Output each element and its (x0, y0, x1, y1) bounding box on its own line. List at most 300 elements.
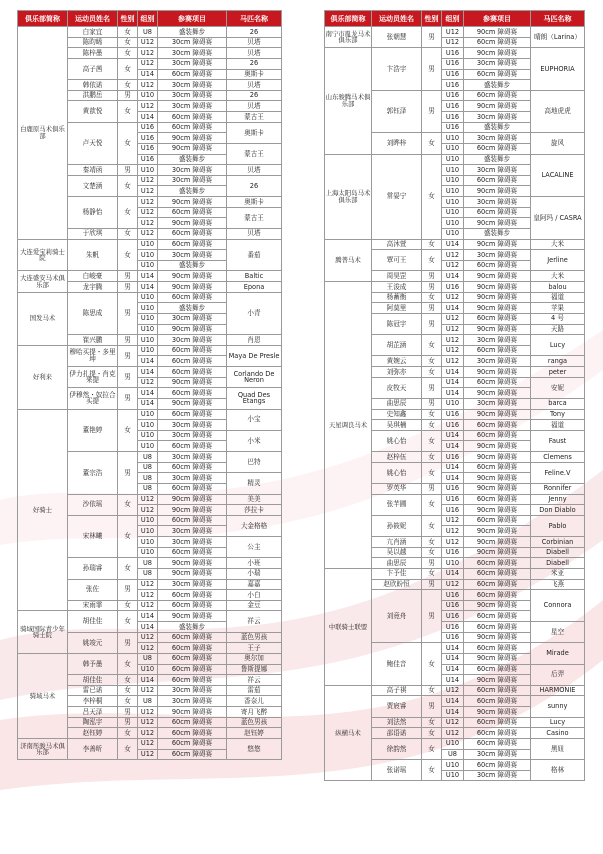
event-cell: 90cm 障碍赛 (464, 452, 531, 463)
group-cell: U16 (442, 632, 464, 643)
group-cell: U12 (138, 600, 158, 611)
event-cell: 60cm 障碍赛 (158, 462, 227, 473)
event-cell: 30cm 障碍赛 (158, 165, 227, 176)
athlete-name-cell: 董宗浩 (68, 452, 118, 495)
event-cell: 60cm 障碍赛 (464, 611, 531, 622)
event-cell: 60cm 障碍赛 (464, 760, 531, 771)
athlete-name-cell: 刘弥亦 (372, 367, 422, 378)
gender-cell: 男 (422, 398, 442, 409)
horse-name-cell: ranga (531, 356, 585, 367)
athlete-name-cell: 卢天悦 (68, 122, 118, 165)
gender-cell: 男 (422, 303, 442, 314)
event-cell: 盛装舞步 (464, 122, 531, 133)
event-cell: 30cm 障碍赛 (158, 537, 227, 548)
group-cell: U14 (442, 271, 464, 282)
horse-name-cell: 26 (227, 27, 282, 38)
group-cell: U8 (138, 558, 158, 569)
event-cell: 90cm 障碍赛 (464, 409, 531, 420)
horse-name-cell: 巴特 (227, 452, 282, 473)
gender-cell: 女 (118, 175, 138, 196)
group-cell: U14 (138, 112, 158, 123)
group-cell: U12 (138, 707, 158, 718)
left-roster-table (17, 10, 282, 760)
horse-name-cell: 皇阿玛 / CASRA (531, 197, 585, 240)
group-cell: U10 (442, 738, 464, 749)
event-cell: 60cm 障碍赛 (158, 292, 227, 303)
event-cell: 90cm 障碍赛 (464, 675, 531, 686)
gender-cell: 女 (422, 643, 442, 686)
col-header-group: 组别 (138, 11, 158, 27)
event-cell: 90cm 障碍赛 (464, 505, 531, 516)
gender-cell: 女 (118, 738, 138, 759)
group-cell: U12 (138, 228, 158, 239)
gender-cell: 男 (422, 90, 442, 133)
horse-name-cell: Jerline (531, 250, 585, 271)
group-cell: U16 (138, 133, 158, 144)
horse-name-cell: 番茄 (227, 239, 282, 271)
horse-name-cell: EUPHORIA (531, 48, 585, 91)
group-cell: U14 (442, 462, 464, 473)
group-cell: U10 (138, 430, 158, 441)
athlete-name-cell: 陈冠宇 (372, 313, 422, 334)
horse-name-cell: Diabell (531, 558, 585, 569)
athlete-name-cell: 高子茜 (68, 58, 118, 79)
gender-cell: 女 (118, 558, 138, 579)
horse-name-cell: 小班 (227, 558, 282, 569)
athlete-name-cell: 亢肖涵 (372, 537, 422, 548)
event-cell: 90cm 障碍赛 (464, 27, 531, 38)
table-row (18, 271, 282, 282)
gender-cell: 女 (118, 409, 138, 452)
event-cell: 60cm 障碍赛 (464, 590, 531, 601)
athlete-name-cell: 秦靖函 (68, 165, 118, 176)
athlete-name-cell: 刘晔梓 (372, 133, 422, 154)
gender-cell: 男 (118, 367, 138, 388)
gender-cell: 男 (422, 590, 442, 643)
event-cell: 60cm 障碍赛 (158, 441, 227, 452)
gender-cell: 女 (118, 58, 138, 79)
gender-cell: 女 (422, 292, 442, 303)
table-header-row (325, 11, 585, 27)
group-cell: U16 (442, 600, 464, 611)
group-cell: U10 (138, 515, 158, 526)
group-cell: U12 (138, 632, 158, 643)
group-cell: U8 (442, 749, 464, 760)
group-cell: U12 (138, 738, 158, 749)
horse-name-cell: balou (531, 282, 585, 293)
event-cell: 90cm 障碍赛 (158, 271, 227, 282)
horse-name-cell: 晴朗（Larina） (531, 27, 585, 48)
horse-name-cell: 贝塔 (227, 228, 282, 239)
athlete-name-cell: 邵语诺 (372, 728, 422, 739)
group-cell: U12 (138, 579, 158, 590)
event-cell: 30cm 障碍赛 (464, 335, 531, 346)
col-header-event: 参赛项目 (158, 11, 227, 27)
gender-cell: 女 (118, 675, 138, 686)
athlete-name-cell: 姚心怡 (372, 462, 422, 483)
athlete-name-cell: 李梓桐 (68, 696, 118, 707)
group-cell: U10 (442, 133, 464, 144)
event-cell: 60cm 障碍赛 (158, 345, 227, 356)
athlete-name-cell: 覃可王 (372, 250, 422, 271)
athlete-name-cell: 刘竟舟 (372, 590, 422, 643)
group-cell: U14 (138, 271, 158, 282)
event-cell: 30cm 障碍赛 (464, 749, 531, 760)
event-cell: 60cm 障碍赛 (464, 558, 531, 569)
athlete-name-cell: 吕天泽 (68, 707, 118, 718)
horse-name-cell: 小米 (227, 430, 282, 451)
group-cell: U8 (138, 27, 158, 38)
right-roster-body (325, 27, 585, 781)
club-name-cell: 大连爱宝莉骑士院 (18, 239, 68, 271)
event-cell: 60cm 障碍赛 (158, 632, 227, 643)
club-name-cell: 好利来 (18, 345, 68, 409)
horse-name-cell: 赵钰婷 (227, 728, 282, 739)
horse-name-cell: 福道 (531, 420, 585, 431)
gender-cell: 女 (118, 101, 138, 122)
group-cell: U10 (138, 664, 158, 675)
gender-cell: 女 (422, 335, 442, 356)
group-cell: U12 (138, 643, 158, 654)
group-cell: U12 (138, 175, 158, 186)
event-cell: 60cm 障碍赛 (158, 122, 227, 133)
table-row (325, 154, 585, 165)
gender-cell: 男 (118, 335, 138, 346)
group-cell: U10 (442, 175, 464, 186)
gender-cell: 女 (422, 717, 442, 728)
group-cell: U14 (138, 282, 158, 293)
athlete-name-cell: 张诺瑶 (372, 760, 422, 781)
event-cell: 30cm 障碍赛 (158, 420, 227, 431)
event-cell: 60cm 障碍赛 (464, 345, 531, 356)
event-cell: 30cm 障碍赛 (158, 430, 227, 441)
horse-name-cell: 后羿 (531, 664, 585, 685)
horse-name-cell: Faust (531, 430, 585, 451)
horse-name-cell: Clemens (531, 452, 585, 463)
event-cell: 90cm 障碍赛 (464, 303, 531, 314)
group-cell: U12 (138, 685, 158, 696)
group-cell: U16 (442, 122, 464, 133)
athlete-name-cell: 高沐萱 (372, 239, 422, 250)
group-cell: U12 (138, 101, 158, 112)
group-cell: U10 (442, 186, 464, 197)
gender-cell: 男 (422, 27, 442, 48)
event-cell: 60cm 障碍赛 (464, 685, 531, 696)
club-name-cell: 腾普马术 (325, 239, 372, 282)
athlete-name-cell: 洪鹏岳 (68, 90, 118, 101)
event-cell: 盛装舞步 (464, 154, 531, 165)
horse-name-cell: 鲁斯提娜 (227, 664, 282, 675)
group-cell: U12 (442, 526, 464, 537)
group-cell: U16 (442, 48, 464, 59)
group-cell: U10 (138, 324, 158, 335)
event-cell: 90cm 障碍赛 (464, 239, 531, 250)
table-row (18, 611, 282, 622)
group-cell: U8 (138, 696, 158, 707)
gender-cell: 女 (118, 197, 138, 229)
horse-name-cell: 莎拉卡 (227, 505, 282, 516)
group-cell: U12 (138, 48, 158, 59)
gender-cell: 女 (422, 494, 442, 515)
event-cell: 60cm 障碍赛 (464, 622, 531, 633)
group-cell: U16 (442, 409, 464, 420)
event-cell: 60cm 障碍赛 (158, 664, 227, 675)
group-cell: U16 (442, 483, 464, 494)
horse-name-cell: 雷茄 (227, 685, 282, 696)
athlete-name-cell: 姚竣元 (68, 632, 118, 653)
event-cell: 30cm 障碍赛 (464, 770, 531, 781)
event-cell: 盛装舞步 (464, 80, 531, 91)
group-cell: U12 (442, 27, 464, 38)
group-cell: U10 (138, 537, 158, 548)
athlete-name-cell: 周昊罡 (372, 271, 422, 282)
horse-name-cell: 祥云 (227, 611, 282, 632)
athlete-name-cell: 鲍佳音 (372, 643, 422, 686)
gender-cell: 女 (422, 760, 442, 781)
event-cell: 90cm 障碍赛 (158, 611, 227, 622)
group-cell: U16 (442, 80, 464, 91)
gender-cell: 女 (118, 696, 138, 707)
event-cell: 90cm 障碍赛 (464, 547, 531, 558)
gender-cell: 女 (422, 420, 442, 431)
col-header-athlete: 运动员姓名 (372, 11, 422, 27)
athlete-name-cell: 徐韵然 (372, 738, 422, 759)
gender-cell: 男 (118, 579, 138, 600)
group-cell: U10 (442, 770, 464, 781)
horse-name-cell: 贝塔 (227, 165, 282, 176)
gender-cell: 男 (422, 558, 442, 569)
event-cell: 90cm 障碍赛 (464, 388, 531, 399)
gender-cell: 男 (422, 696, 442, 717)
gender-cell: 女 (422, 685, 442, 696)
club-name-cell: 上海太阳岛马术俱乐部 (325, 154, 372, 239)
gender-cell: 女 (118, 27, 138, 38)
gender-cell: 女 (422, 568, 442, 579)
col-header-club: 俱乐部简称 (18, 11, 68, 27)
col-header-athlete: 运动员姓名 (68, 11, 118, 27)
athlete-name-cell: 杨蓄衡 (372, 292, 422, 303)
gender-cell: 女 (422, 239, 442, 250)
group-cell: U16 (442, 505, 464, 516)
group-cell: U10 (138, 260, 158, 271)
horse-name-cell: 蒙古王 (227, 207, 282, 228)
event-cell: 90cm 障碍赛 (158, 568, 227, 579)
group-cell: U12 (138, 207, 158, 218)
event-cell: 60cm 障碍赛 (158, 717, 227, 728)
group-cell: U8 (138, 462, 158, 473)
group-cell: U16 (442, 420, 464, 431)
group-cell: U16 (138, 122, 158, 133)
event-cell: 60cm 障碍赛 (158, 738, 227, 749)
event-cell: 60cm 障碍赛 (158, 356, 227, 367)
horse-name-cell: 小青 (227, 292, 282, 335)
horse-name-cell: HARMONIE (531, 685, 585, 696)
athlete-name-cell: 韩依诺 (68, 80, 118, 91)
event-cell: 90cm 障碍赛 (158, 282, 227, 293)
club-name-cell: 济南彤骏马术俱乐部 (18, 738, 68, 759)
group-cell: U10 (138, 335, 158, 346)
group-cell: U12 (442, 324, 464, 335)
table-row (18, 239, 282, 250)
group-cell: U16 (442, 112, 464, 123)
group-cell: U10 (442, 165, 464, 176)
athlete-name-cell: 陈昀晞 (68, 37, 118, 48)
horse-name-cell: Mirade (531, 643, 585, 664)
horse-name-cell: Ronnifer (531, 483, 585, 494)
athlete-name-cell: 陶泓宇 (68, 717, 118, 728)
athlete-name-cell: 文楚涵 (68, 175, 118, 196)
group-cell: U12 (138, 186, 158, 197)
athlete-name-cell: 陈思成 (68, 292, 118, 335)
group-cell: U12 (442, 313, 464, 324)
event-cell: 90cm 障碍赛 (158, 143, 227, 154)
col-header-horse: 马匹名称 (227, 11, 282, 27)
event-cell: 60cm 障碍赛 (464, 260, 531, 271)
horse-name-cell: 26 (227, 58, 282, 69)
group-cell: U12 (138, 80, 158, 91)
event-cell: 60cm 障碍赛 (464, 696, 531, 707)
group-cell: U12 (442, 579, 464, 590)
event-cell: 60cm 障碍赛 (158, 388, 227, 399)
horse-name-cell: Pablo (531, 515, 585, 536)
group-cell: U14 (138, 367, 158, 378)
group-cell: U10 (138, 345, 158, 356)
athlete-name-cell: 胡佳佳 (68, 611, 118, 632)
group-cell: U12 (138, 494, 158, 505)
event-cell: 60cm 障碍赛 (158, 239, 227, 250)
gender-cell: 男 (118, 388, 138, 409)
group-cell: U14 (442, 707, 464, 718)
gender-cell: 女 (118, 685, 138, 696)
horse-name-cell: 蒙古王 (227, 143, 282, 164)
horse-name-cell: 悠悠 (227, 738, 282, 759)
athlete-name-cell: 吴琪楠 (372, 420, 422, 431)
group-cell: U14 (442, 430, 464, 441)
group-cell: U14 (442, 653, 464, 664)
horse-name-cell: Diabell (531, 547, 585, 558)
horse-name-cell: 星空 (531, 622, 585, 643)
event-cell: 60cm 障碍赛 (464, 69, 531, 80)
gender-cell: 男 (422, 282, 442, 293)
group-cell: U12 (138, 197, 158, 208)
athlete-name-cell: 于欣琪 (68, 228, 118, 239)
athlete-name-cell: 崔兴鹏 (68, 335, 118, 346)
group-cell: U14 (138, 388, 158, 399)
gender-cell: 男 (118, 271, 138, 282)
event-cell: 60cm 障碍赛 (158, 590, 227, 601)
horse-name-cell: 贝塔 (227, 80, 282, 91)
group-cell: U10 (442, 228, 464, 239)
horse-name-cell: 小宝 (227, 409, 282, 430)
horse-name-cell: 奥斯卡 (227, 69, 282, 80)
group-cell: U16 (442, 452, 464, 463)
event-cell: 90cm 障碍赛 (464, 186, 531, 197)
event-cell: 30cm 障碍赛 (158, 250, 227, 261)
horse-name-cell: Connora (531, 590, 585, 622)
event-cell: 盛装舞步 (158, 186, 227, 197)
event-cell: 60cm 障碍赛 (464, 717, 531, 728)
athlete-name-cell: 白家宜 (68, 27, 118, 38)
horse-name-cell: LACALINE (531, 154, 585, 197)
event-cell: 90cm 障碍赛 (464, 218, 531, 229)
gender-cell: 男 (118, 717, 138, 728)
club-name-cell: 天星调良马术 (325, 282, 372, 569)
group-cell: U14 (442, 377, 464, 388)
event-cell: 30cm 障碍赛 (464, 398, 531, 409)
event-cell: 60cm 障碍赛 (158, 675, 227, 686)
athlete-name-cell: 吴以越 (372, 547, 422, 558)
event-cell: 60cm 障碍赛 (158, 749, 227, 760)
group-cell: U14 (442, 473, 464, 484)
col-header-gender: 性别 (118, 11, 138, 27)
club-name-cell: 纵横马术 (325, 685, 372, 781)
gender-cell: 男 (118, 292, 138, 335)
athlete-name-cell: 穆哈买提・多里坤 (68, 345, 118, 366)
gender-cell: 男 (422, 271, 442, 282)
event-cell: 90cm 障碍赛 (464, 537, 531, 548)
gender-cell: 女 (422, 547, 442, 558)
event-cell: 60cm 障碍赛 (464, 420, 531, 431)
horse-name-cell: 贝塔 (227, 37, 282, 48)
event-cell: 盛装舞步 (158, 622, 227, 633)
table-row (18, 653, 282, 664)
club-name-cell: 大连盛安马术俱乐部 (18, 271, 68, 292)
gender-cell: 男 (118, 632, 138, 653)
event-cell: 30cm 障碍赛 (464, 165, 531, 176)
group-cell: U14 (442, 696, 464, 707)
gender-cell: 男 (118, 165, 138, 176)
event-cell: 30cm 障碍赛 (158, 37, 227, 48)
group-cell: U12 (442, 537, 464, 548)
event-cell: 60cm 障碍赛 (158, 69, 227, 80)
gender-cell: 女 (118, 239, 138, 271)
gender-cell: 女 (422, 430, 442, 451)
gender-cell: 女 (118, 228, 138, 239)
gender-cell: 男 (422, 483, 442, 494)
event-cell: 60cm 障碍赛 (158, 600, 227, 611)
gender-cell: 女 (422, 367, 442, 378)
horse-name-cell: 4 号 (531, 313, 585, 324)
horse-name-cell: 26 (227, 175, 282, 196)
group-cell: U12 (442, 356, 464, 367)
group-cell: U10 (442, 197, 464, 208)
horse-name-cell: Baltic (227, 271, 282, 282)
group-cell: U16 (442, 611, 464, 622)
gender-cell: 女 (118, 515, 138, 558)
group-cell: U12 (138, 505, 158, 516)
gender-cell: 女 (118, 37, 138, 48)
horse-name-cell: 福道 (531, 292, 585, 303)
event-cell: 90cm 障碍赛 (464, 526, 531, 537)
athlete-name-cell: 陈梓墨 (68, 48, 118, 59)
horse-name-cell: 贝塔 (227, 101, 282, 112)
horse-name-cell: 蓝色男孩 (227, 632, 282, 643)
athlete-name-cell: 白峻豪 (68, 271, 118, 282)
horse-name-cell: 香奈儿 (227, 696, 282, 707)
club-name-cell: 中联骑士联盟 (325, 568, 372, 685)
horse-name-cell: Corbinian (531, 537, 585, 548)
gender-cell: 女 (118, 494, 138, 515)
event-cell: 60cm 障碍赛 (158, 207, 227, 218)
group-cell: U14 (138, 611, 158, 622)
gender-cell: 女 (422, 133, 442, 154)
event-cell: 90cm 障碍赛 (158, 324, 227, 335)
event-cell: 60cm 障碍赛 (464, 494, 531, 505)
athlete-name-cell: 赵钰婷 (68, 728, 118, 739)
athlete-name-cell: 孙筱妮 (372, 515, 422, 536)
table-row (325, 568, 585, 579)
athlete-name-cell: 雷已诺 (68, 685, 118, 696)
